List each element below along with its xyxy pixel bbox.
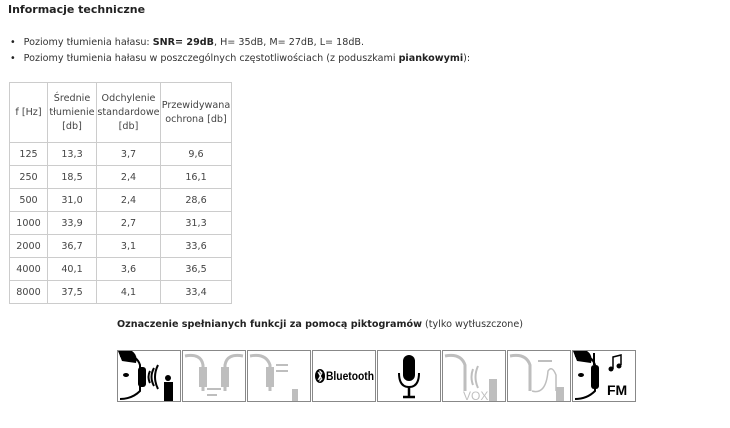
list-item xyxy=(8,51,470,67)
table-cell: 2,7 xyxy=(97,212,161,235)
table-cell: 36,7 xyxy=(48,235,97,258)
table-cell: 4,1 xyxy=(97,281,161,304)
pictogram-caption xyxy=(117,319,523,330)
cushion-type: piankowymi xyxy=(398,53,464,64)
text: , H= 35dB, M= 27dB, L= 18dB. xyxy=(213,37,365,48)
column-header: f [Hz] xyxy=(10,83,48,143)
table-cell: 18,5 xyxy=(48,166,97,189)
table-row xyxy=(10,143,232,166)
table-cell: 2,4 xyxy=(97,189,161,212)
column-header: Przewidywana ochrona [db] xyxy=(161,83,232,143)
table-cell: 16,1 xyxy=(161,166,232,189)
fm-radio-icon xyxy=(572,350,636,402)
intercom-icon xyxy=(182,350,246,402)
table-cell: 33,6 xyxy=(161,235,232,258)
audio-input-icon xyxy=(507,350,571,402)
vox-icon xyxy=(442,350,506,402)
section-title: Informacje techniczne xyxy=(8,3,146,16)
snr-value: SNR= 29dB xyxy=(152,37,214,48)
table-row xyxy=(10,281,232,304)
table-cell: 8000 xyxy=(10,281,48,304)
list-item xyxy=(8,35,470,51)
table-row xyxy=(10,235,232,258)
column-header: Średnie tłumienie [db] xyxy=(48,83,97,143)
caption-note: (tylko wytłuszczone) xyxy=(421,319,524,330)
table-cell: 2000 xyxy=(10,235,48,258)
table-cell: 9,6 xyxy=(161,143,232,166)
microphone-icon xyxy=(377,350,441,402)
text: Poziomy tłumienia hałasu: xyxy=(23,37,153,48)
table-cell: 500 xyxy=(10,189,48,212)
svg-text:VOX: VOX xyxy=(463,389,489,401)
spec-list xyxy=(8,35,470,67)
pictogram-strip xyxy=(117,350,637,402)
column-header: Odchylenie standardowe [db] xyxy=(97,83,161,143)
table-cell: 250 xyxy=(10,166,48,189)
radio-communication-icon xyxy=(247,350,311,402)
table-cell: 33,4 xyxy=(161,281,232,304)
svg-text:FM: FM xyxy=(607,382,628,398)
table-row xyxy=(10,212,232,235)
table-cell: 125 xyxy=(10,143,48,166)
table-cell: 3,7 xyxy=(97,143,161,166)
text: ): xyxy=(463,53,471,64)
table-cell: 28,6 xyxy=(161,189,232,212)
attenuation-table xyxy=(9,82,232,304)
table-cell: 37,5 xyxy=(48,281,97,304)
text: Poziomy tłumienia hałasu w poszczególnych częstotliwościach (z poduszkami xyxy=(23,53,399,64)
svg-text:Bluetooth: Bluetooth xyxy=(326,371,374,383)
table-row xyxy=(10,258,232,281)
table-cell: 13,3 xyxy=(48,143,97,166)
caption-bold: Oznaczenie spełnianych funkcji za pomocą piktogramów xyxy=(117,319,422,330)
table-row xyxy=(10,166,232,189)
table-row xyxy=(10,189,232,212)
table-cell: 3,1 xyxy=(97,235,161,258)
table-cell: 33,9 xyxy=(48,212,97,235)
table-cell: 1000 xyxy=(10,212,48,235)
table-cell: 31,0 xyxy=(48,189,97,212)
talk-through-icon xyxy=(117,350,181,402)
table-cell: 36,5 xyxy=(161,258,232,281)
table-cell: 40,1 xyxy=(48,258,97,281)
table-cell: 31,3 xyxy=(161,212,232,235)
table-cell: 2,4 xyxy=(97,166,161,189)
table-cell: 3,6 xyxy=(97,258,161,281)
table-cell: 4000 xyxy=(10,258,48,281)
bluetooth-icon xyxy=(312,350,376,402)
